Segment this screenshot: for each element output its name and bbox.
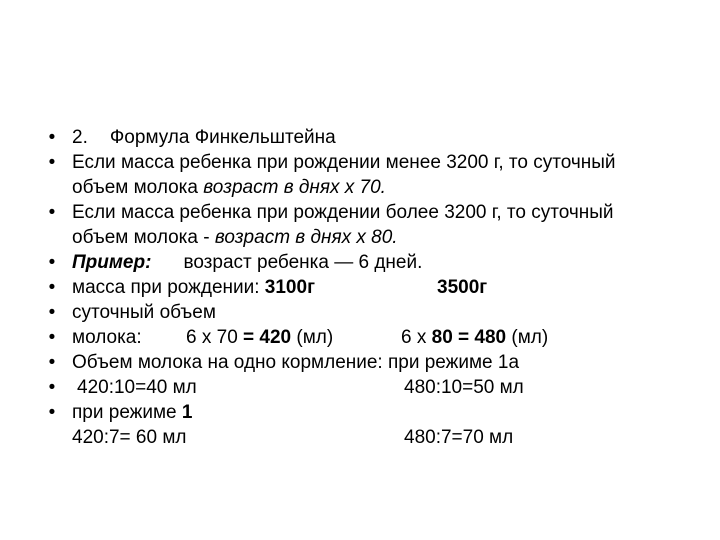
birth-mass-value-2: 3500г [437, 277, 488, 298]
bullet-dot: • [48, 202, 56, 223]
example-text: возраст ребенка — 6 дней. [183, 252, 423, 273]
regime-1-value-1: 420:7= 60 мл [72, 427, 187, 448]
bullet-formula-title [46, 125, 686, 150]
rule-under-3200-line1: Если масса ребенка при рождении менее 3200 г, то суточный [72, 152, 616, 173]
bullet-under-3200 [46, 150, 686, 200]
birth-mass-label: масса при рождении: [72, 277, 265, 298]
regime-1-label: при режиме [72, 402, 182, 423]
bullet-regime-1a-values [46, 375, 686, 400]
bullet-over-3200 [46, 200, 686, 250]
calc-unit: (мл) [506, 327, 549, 348]
regime-1-number: 1 [181, 402, 193, 423]
formula-title: Формула Финкельштейна [109, 127, 336, 148]
bullet-example [46, 250, 686, 275]
bullet-dot: • [48, 252, 56, 273]
list-number: 2. [72, 127, 88, 148]
bullet-dot: • [48, 152, 56, 173]
bullet-per-feeding [46, 350, 686, 375]
bullet-dot: • [48, 277, 56, 298]
calc-unit: (мл) [291, 327, 334, 348]
milk-calc-3100 [186, 325, 333, 350]
daily-volume-text: суточный объем [72, 302, 216, 323]
rule-over-3200-line2: объем молока - [72, 227, 215, 248]
milk-calc-3500 [401, 325, 548, 350]
regime-1-value-2: 480:7=70 мл [404, 427, 514, 448]
regime-1a-value-2: 480:10=50 мл [404, 377, 524, 398]
example-label: Пример: [72, 252, 152, 273]
rule-over-3200-formula: возраст в днях х 80. [214, 227, 398, 248]
bullet-list [46, 125, 686, 450]
birth-mass-value-1: 3100г [264, 277, 315, 298]
calc-expr: 6 х 70 [186, 327, 244, 348]
bullet-dot: • [48, 127, 56, 148]
rule-under-3200-line2: объем молока [72, 177, 204, 198]
bullet-dot: • [48, 302, 56, 323]
rule-under-3200-formula: возраст в днях х 70. [203, 177, 386, 198]
bullet-milk-calc [46, 325, 686, 350]
bullet-dot: • [48, 327, 56, 348]
bullet-dot: • [48, 377, 56, 398]
bullet-dot: • [48, 352, 56, 373]
regime-1a-value-1: 420:10=40 мл [77, 377, 197, 398]
milk-label: молока: [72, 327, 142, 348]
calc-expr: 6 х [401, 327, 432, 348]
bullet-birth-mass [46, 275, 686, 300]
calc-result: 80 = 480 [431, 327, 507, 348]
per-feeding-text: Объем молока на одно кормление: при режиме 1а [72, 352, 520, 373]
bullet-dot: • [48, 402, 56, 423]
calc-result: = 420 [243, 327, 292, 348]
rule-over-3200-line1: Если масса ребенка при рождении более 3200 г, то суточный [72, 202, 614, 223]
bullet-regime-1 [46, 400, 686, 450]
bullet-daily-volume [46, 300, 686, 325]
